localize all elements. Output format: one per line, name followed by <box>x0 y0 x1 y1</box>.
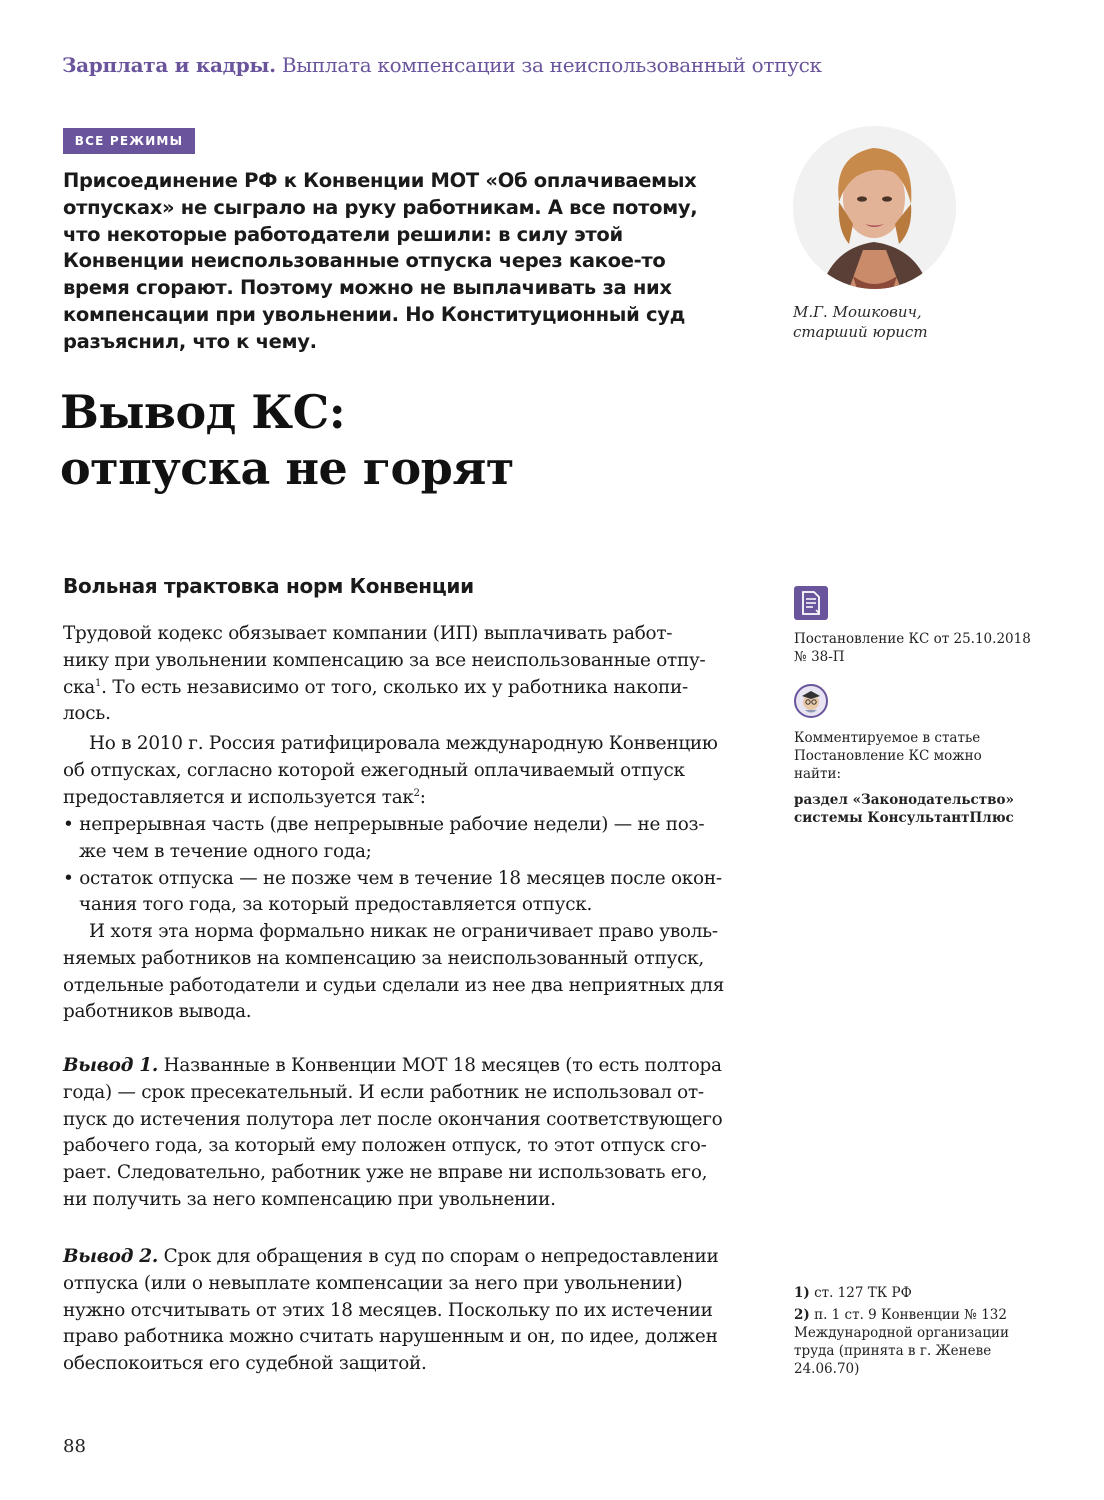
body-paragraph-2 <box>63 731 740 811</box>
consultant-line: найти: <box>794 766 842 782</box>
body-line <box>63 1053 722 1080</box>
body-line-with-footnote <box>63 785 426 812</box>
running-header <box>62 53 822 77</box>
conclusion-1 <box>63 1053 740 1214</box>
bullet-text: чания того года, за который предоставляется отпуск. <box>79 894 593 916</box>
bullet-text: • непрерывная часть (две непрерывные рабочие недели) — не поз- <box>63 814 705 835</box>
footnote <box>794 1284 1009 1302</box>
portrait-illustration <box>793 126 956 289</box>
body-line: отпуска (или о невыплате компенсации за него при увольнении) <box>63 1272 683 1294</box>
lead-line: Присоединение РФ к Конвенции МОТ «Об оплачиваемых <box>63 169 697 192</box>
body-line <box>63 1244 719 1271</box>
body-paragraph-3 <box>63 919 740 1026</box>
bullet-line <box>79 892 740 919</box>
footnote-ref: 1 <box>95 677 102 689</box>
footnote-ref: 2 <box>413 787 420 799</box>
footnote-line: труда (принята в г. Женеве <box>794 1343 992 1359</box>
footnote-text: ст. 127 ТК РФ <box>809 1285 912 1301</box>
lead-line: что некоторые работодатели решили: в силу этой <box>63 222 623 246</box>
bullet-line <box>63 812 740 839</box>
body-line: няемых работников на компенсацию за неиспользованный отпуск, <box>63 947 704 969</box>
section-subheading: Вольная трактовка норм Конвенции <box>63 574 474 598</box>
regime-badge: ВСЕ РЕЖИМЫ <box>63 128 195 154</box>
lead-line: отпусках» не сыграло на руку работникам. А все потому, <box>63 195 698 219</box>
header-topic: Выплата компенсации за неиспользованный отпуск <box>275 53 822 77</box>
body-line: об отпусках, согласно которой ежегодный оплачиваемый отпуск <box>63 759 685 781</box>
bullet-text: же чем в течение одного года; <box>79 840 372 862</box>
footnotes <box>794 1284 1009 1378</box>
bullet-text: • остаток отпуска — не позже чем в течение 18 месяцев после окон- <box>63 867 722 889</box>
bullet-line <box>63 866 740 893</box>
body-line: И хотя эта норма формально никак не ограничивает право уволь- <box>89 921 718 942</box>
body-line: обеспокоиться его судебной защитой. <box>63 1353 427 1375</box>
author-portrait <box>793 126 956 289</box>
footnote <box>794 1306 1009 1324</box>
lead-line: Конвенции неиспользованные отпуска через какое-то <box>63 249 666 273</box>
footnote-number: 2) <box>794 1307 810 1323</box>
title-line: Вывод КС: <box>60 385 346 439</box>
body-line: отдельные работодатели и судьи сделали из нее два неприятных для <box>63 974 725 996</box>
body-text: предоставляется и используется так <box>63 786 414 808</box>
body-line: рает. Следовательно, работник уже не вправе ни использовать его, <box>63 1162 708 1184</box>
lead-line: время сгорают. Поэтому можно не выплачивать за них <box>63 276 672 300</box>
footnote-text: п. 1 ст. 9 Конвенции № 132 <box>809 1307 1007 1323</box>
consultant-line: Постановление КС можно <box>794 748 982 764</box>
doc-ref-line: Постановление КС от 25.10.2018 <box>794 631 1031 647</box>
footnote-number: 1) <box>794 1285 810 1301</box>
body-paragraph-1 <box>63 621 740 728</box>
author-position: старший юрист <box>793 323 928 341</box>
body-text: Срок для обращения в суд по спорам о непредоставлении <box>158 1246 719 1267</box>
body-line: работников вывода. <box>63 1001 252 1023</box>
document-reference <box>794 630 1031 666</box>
body-line: нику при увольнении компенсацию за все неиспользованные отпу- <box>63 649 706 671</box>
body-text: : <box>419 786 426 808</box>
body-line: Трудовой кодекс обязывает компании (ИП) выплачивать работ- <box>63 623 673 644</box>
body-line: лось. <box>63 703 111 725</box>
body-line: рабочего года, за который ему положен отпуск, то этот отпуск сго- <box>63 1135 707 1157</box>
author-name: М.Г. Мошкович, <box>793 303 922 321</box>
body-text: . То есть независимо от того, сколько их у работника накопи- <box>101 676 689 698</box>
body-line: пуск до истечения полутора лет после окончания соответствующего <box>63 1108 723 1130</box>
title-line: отпуска не горят <box>60 441 514 495</box>
author-caption <box>793 302 928 342</box>
consultant-note <box>794 729 1014 827</box>
conclusion-label: Вывод 1. <box>63 1055 158 1076</box>
body-text: Названные в Конвенции МОТ 18 месяцев (то есть полтора <box>158 1055 722 1076</box>
article-title <box>60 384 514 496</box>
lead-line: компенсации при увольнении. Но Конституционный суд <box>63 302 686 326</box>
document-icon <box>794 586 828 620</box>
consultant-line: Комментируемое в статье <box>794 730 981 746</box>
consultant-bold-line: системы КонсультантПлюс <box>794 810 1014 826</box>
lead-line: разъяснил, что к чему. <box>63 329 317 353</box>
conclusion-2 <box>63 1244 740 1378</box>
body-line: года) — срок пресекательный. И если работник не использовал от- <box>63 1081 704 1103</box>
body-line: ни получить за него компенсацию при увольнении. <box>63 1188 556 1210</box>
page-number: 88 <box>63 1436 86 1457</box>
footnote-line: Международной организации <box>794 1325 1010 1341</box>
consultant-icon <box>794 684 828 718</box>
footnote-line: 24.06.70) <box>794 1361 860 1377</box>
body-line-with-footnote <box>63 675 688 702</box>
body-line: право работника можно считать нарушенным и он, по идее, должен <box>63 1326 718 1348</box>
doc-ref-line: № 38-П <box>794 649 845 665</box>
bullet-list <box>63 812 740 919</box>
bullet-line <box>79 839 740 866</box>
body-line: Но в 2010 г. Россия ратифицировала международную Конвенцию <box>89 733 718 754</box>
body-line: нужно отсчитывать от этих 18 месяцев. Поскольку по их истечении <box>63 1299 713 1321</box>
conclusion-label: Вывод 2. <box>63 1246 158 1267</box>
header-section: Зарплата и кадры. <box>62 53 276 77</box>
body-text: ска <box>63 676 96 698</box>
consultant-bold-line: раздел «Законодательство» <box>794 792 1014 808</box>
lead-paragraph <box>63 168 743 356</box>
